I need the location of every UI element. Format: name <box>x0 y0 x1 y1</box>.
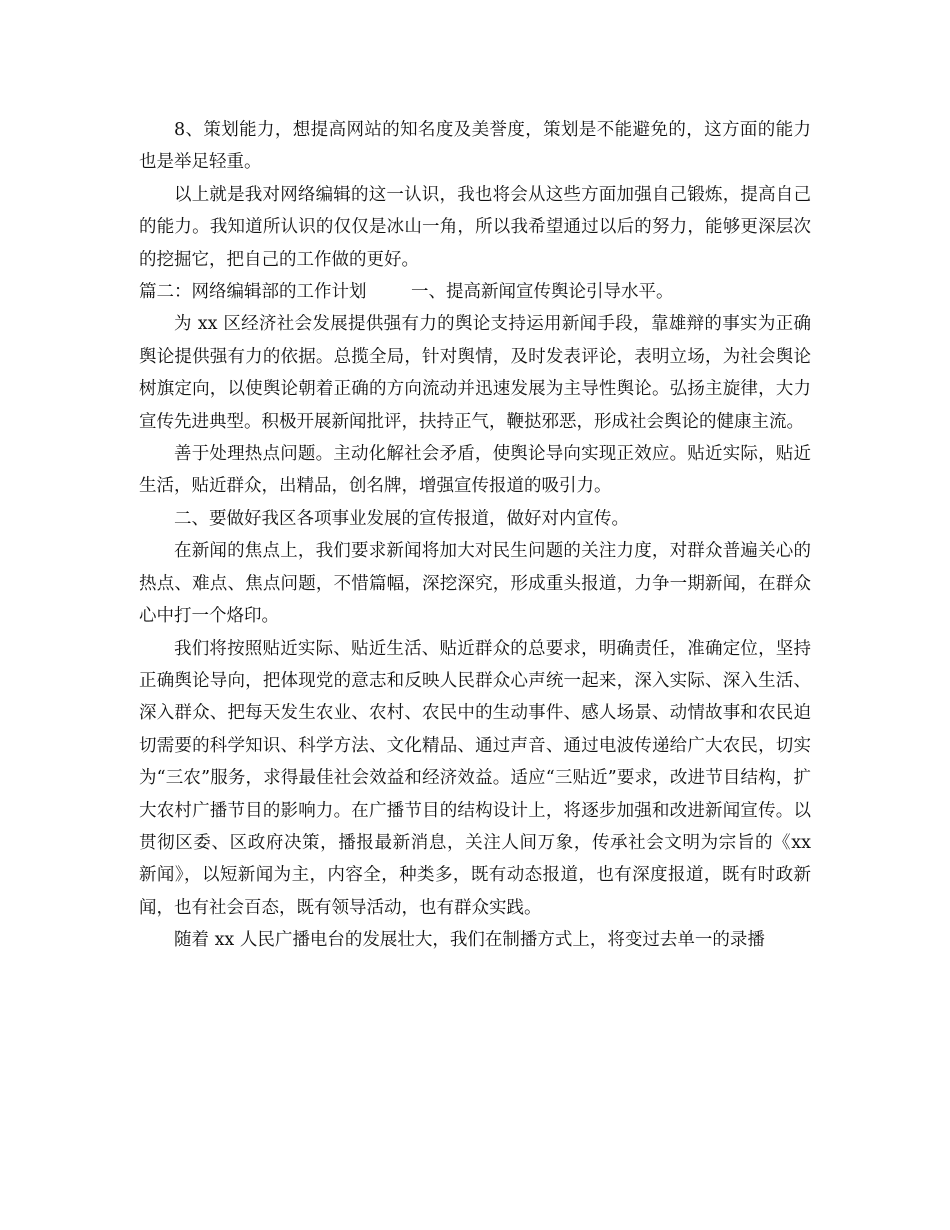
paragraph-requirements: 我们将按照贴近实际、贴近生活、贴近群众的总要求，明确责任，准确定位，坚持正确舆论导向，把体现党的意志和反映人民群众心声统一起来，深入实际、深入生活、深入群众、把每天发生农业、农村、农民中的生动事件、感人场景、动情故事和农民迫切需要的科学知识、科学方法、文化精品、通过声音、通过电波传递给广大农民，切实为“三农”服务，求得最佳社会效益和经济效益。适应“三贴近”要求，改进节目结构，扩大农村广播节目的影响力。在广播节目的结构设计上，将逐步加强和改进新闻宣传。以贯彻区委、区政府决策，播报最新消息，关注人间万象，传承社会文明为宗旨的《xx 新闻》，以短新闻为主，内容全，种类多，既有动态报道，也有深度报道，既有时政新闻，也有社会百态，既有领导活动，也有群众实践。 <box>139 638 811 918</box>
paragraph-planning-ability: 8、策划能力，想提高网站的知名度及美誉度，策划是不能避免的，这方面的能力也是举足轻重。 <box>139 120 811 173</box>
paragraph-hot-issues: 善于处理热点问题。主动化解社会矛盾，使舆论导向实现正效应。贴近实际，贴近生活，贴近群众，出精品，创名牌，增强宣传报道的吸引力。 <box>139 444 811 497</box>
document-body <box>139 114 811 957</box>
section-heading: 篇二：网络编辑部的工作计划 一、提高新闻宣传舆论引导水平。 <box>139 282 674 303</box>
paragraph-news-focus: 在新闻的焦点上，我们要求新闻将加大对民生问题的关注力度，对群众普遍关心的热点、难点、焦点问题，不惜篇幅，深挖深究，形成重头报道，力争一期新闻，在群众心中打一个烙印。 <box>139 541 811 627</box>
paragraph-section-two: 二、要做好我区各项事业发展的宣传报道，做好对内宣传。 <box>174 508 629 529</box>
paragraph-broadcast-growth: 随着 xx 人民广播电台的发展壮大，我们在制播方式上，将变过去单一的录播 <box>174 930 765 951</box>
paragraph-public-opinion: 为 xx 区经济社会发展提供强有力的舆论支持运用新闻手段，靠雄辩的事实为正确舆论提供强有力的依据。总揽全局，针对舆情，及时发表评论，表明立场，为社会舆论树旗定向，以使舆论朝着正确的方向流动并迅速发展为主导性舆论。弘扬主旋律，大力宣传先进典型。积极开展新闻批评，扶持正气，鞭挞邪恶，形成社会舆论的健康主流。 <box>139 314 811 432</box>
paragraph-summary: 以上就是我对网络编辑的这一认识，我也将会从这些方面加强自己锻炼，提高自己的能力。我知道所认识的仅仅是冰山一角，所以我希望通过以后的努力，能够更深层次的挖掘它，把自己的工作做的更好。 <box>139 184 811 270</box>
